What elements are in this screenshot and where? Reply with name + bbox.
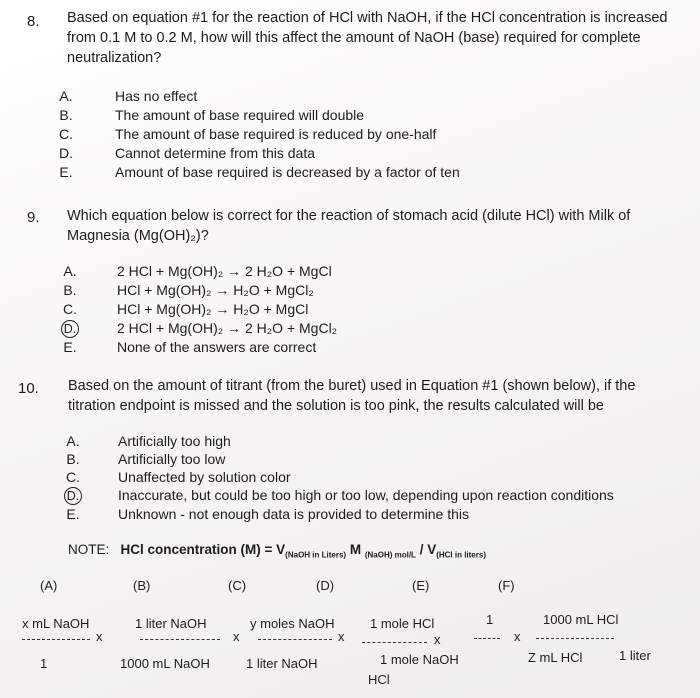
- circled-answer: D.: [61, 320, 79, 338]
- option-letter: C.: [66, 469, 80, 485]
- eq-f-numerator: 1000 mL HCl: [543, 612, 619, 627]
- times-symbol: x: [514, 629, 521, 644]
- option-letter: D.: [59, 145, 73, 161]
- column-d-label: (D): [316, 578, 335, 593]
- option-text: 2 HCl + Mg(OH)₂ → 2 H₂O + MgCl₂: [117, 320, 338, 336]
- times-symbol: x: [434, 632, 441, 647]
- column-c-label: (C): [228, 578, 247, 593]
- q9-number: 9.: [27, 209, 40, 226]
- option-letter-circled: [62, 486, 84, 505]
- q10-line1: Based on the amount of titrant (from the buret) used in Equation #1 (shown below), if the: [68, 378, 636, 394]
- q9-option-c: [59, 300, 308, 318]
- eq-d-denominator-continued: HCl: [368, 672, 390, 687]
- option-letter: B.: [66, 451, 80, 467]
- option-text: The amount of base required is reduced by one-half: [115, 126, 437, 142]
- option-text: HCl + Mg(OH)₂ → H₂O + MgCl: [117, 301, 309, 317]
- eq-c-denominator: 1 liter NaOH: [246, 656, 318, 671]
- eq-b-denominator: 1000 mL NaOH: [120, 656, 210, 671]
- option-text: Cannot determine from this data: [115, 145, 315, 161]
- option-text: None of the answers are correct: [117, 339, 317, 355]
- option-text: Unknown - not enough data is provided to determine this: [118, 506, 469, 522]
- column-a-label: (A): [40, 578, 58, 593]
- eq-d-numerator: 1 mole HCl: [370, 616, 435, 631]
- q8-line2: from 0.1 M to 0.2 M, how will this affect the amount of NaOH (base) required for complete: [67, 30, 641, 46]
- q10-option-d: [62, 486, 614, 505]
- fraction-bar: [474, 638, 500, 639]
- note-sub-naoh-liters: (NaOH in Liters): [285, 550, 347, 560]
- option-text: 2 HCl + Mg(OH)₂ → 2 H₂O + MgCl: [117, 263, 332, 279]
- option-letter: A.: [63, 263, 77, 279]
- eq-b-numerator: 1 liter NaOH: [135, 616, 207, 631]
- option-letter: C.: [63, 301, 77, 317]
- eq-g-denominator: 1 liter: [619, 648, 651, 663]
- option-text: Artificially too low: [118, 451, 226, 467]
- fraction-bar: [140, 639, 220, 640]
- fraction-bar: [258, 639, 332, 640]
- option-text: Has no effect: [115, 88, 198, 104]
- eq-d-denominator: 1 mole NaOH: [380, 652, 459, 667]
- option-letter: C.: [59, 126, 73, 142]
- note-sub-hcl-liters: (HCl in liters): [436, 550, 486, 560]
- column-b-label: (B): [133, 578, 151, 593]
- option-text: Unaffected by solution color: [118, 469, 291, 485]
- q10-option-b: [62, 450, 225, 468]
- column-f-label: (F): [498, 578, 515, 593]
- option-letter: B.: [59, 107, 73, 123]
- eq-c-numerator: y moles NaOH: [250, 616, 335, 631]
- q8-option-a: [55, 87, 197, 105]
- q10-number: 10.: [18, 380, 39, 397]
- note-formula-main: HCl concentration (M) = V: [120, 542, 286, 557]
- option-letter: E.: [59, 164, 73, 180]
- option-letter-circled: [59, 319, 81, 338]
- fraction-bar: [536, 638, 614, 639]
- option-text: Inaccurate, but could be too high or too low, depending upon reaction conditions: [118, 487, 614, 503]
- note-line: [68, 542, 486, 560]
- option-text: HCl + Mg(OH)₂ → H₂O + MgCl₂: [117, 282, 314, 298]
- q8-option-c: [55, 125, 436, 143]
- times-symbol: x: [338, 629, 345, 644]
- q8-line1: Based on equation #1 for the reaction of HCl with NaOH, if the HCl concentration is increased: [67, 10, 668, 26]
- q8-line3: neutralization?: [67, 50, 162, 66]
- eq-a-denominator: 1: [40, 656, 48, 671]
- q9-line1: Which equation below is correct for the reaction of stomach acid (dilute HCl) with Milk of: [67, 208, 631, 224]
- q8-option-d: [55, 144, 315, 162]
- q9-option-e: [59, 338, 316, 356]
- q8-number: 8.: [27, 13, 40, 30]
- eq-e-numerator: 1: [486, 612, 494, 627]
- option-text: Amount of base required is decreased by a factor of ten: [115, 164, 460, 180]
- option-text: The amount of base required will double: [115, 107, 365, 123]
- fraction-bar: [362, 642, 427, 643]
- option-text: Artificially too high: [118, 433, 231, 449]
- q9-option-a: [59, 262, 332, 280]
- times-symbol: x: [233, 629, 240, 644]
- eq-f-denominator: Z mL HCl: [528, 650, 583, 665]
- fraction-bar: [22, 639, 90, 640]
- circled-answer: D.: [64, 487, 82, 505]
- q9-option-d: [59, 319, 337, 338]
- q10-option-a: [62, 432, 231, 450]
- eq-a-numerator: x mL NaOH: [22, 616, 90, 631]
- column-e-label: (E): [412, 578, 430, 593]
- option-letter: E.: [63, 339, 77, 355]
- note-label: NOTE:: [68, 542, 110, 557]
- q8-option-e: [55, 163, 460, 181]
- q10-option-c: [62, 468, 291, 486]
- q8-option-b: [55, 106, 364, 124]
- note-formula-m: M: [346, 542, 365, 557]
- q9-option-b: [59, 281, 314, 299]
- option-letter: A.: [66, 433, 80, 449]
- q10-option-e: [62, 505, 469, 523]
- option-letter: A.: [59, 88, 73, 104]
- q10-line2: titration endpoint is missed and the solution is too pink, the results calculated will be: [68, 398, 604, 414]
- q9-line2: Magnesia (Mg(OH)₂)?: [67, 228, 209, 244]
- note-formula-slash: / V: [415, 542, 437, 557]
- option-letter: B.: [63, 282, 77, 298]
- times-symbol: x: [96, 629, 103, 644]
- option-letter: E.: [66, 506, 80, 522]
- note-sub-naoh-mol: (NaOH) mol/L: [364, 550, 416, 560]
